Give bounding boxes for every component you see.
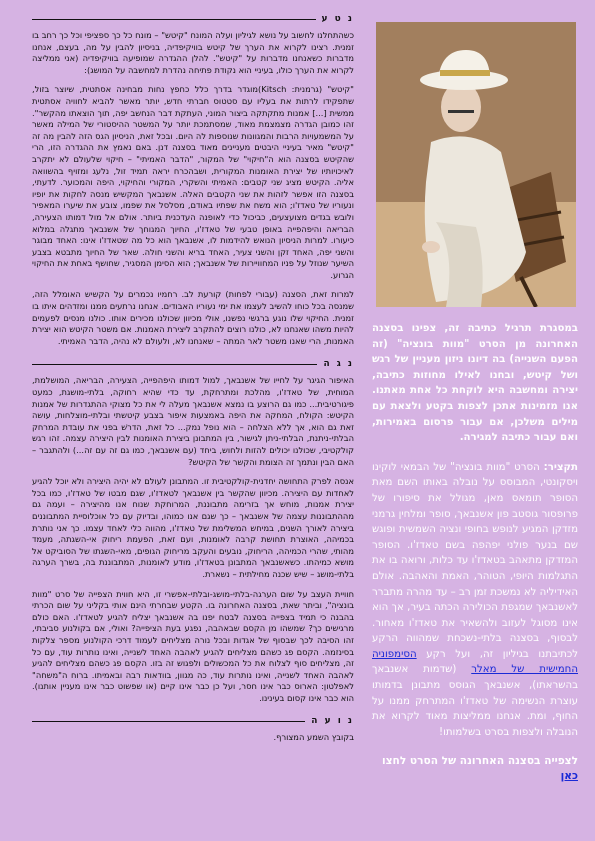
synopsis-label: תקציר: [543,461,578,473]
synopsis-text-continued: (שדמות אשנבאך בהשראתו), אשנבאך הגוסס מתבונן בדמותו עוצרת הנשימה של טאדז'ו המתרחק ממנו על החוף, ומת. אנחנו ממליצות מאוד לקרוא את הנובלה ולצפות בסרט בשלמותו! [372,664,578,738]
section-heading-3: נ ו ע ה [32,712,354,730]
intro-caption: במסגרת תרגיל כתיבה זה, צפינו בסצנה האחרונה מן הסרט "מוות בונציה" (זה הפעם השנייה) בה דיונו ניזון מעניין של רגש ושל קיטש, ובחנו לאילו מחוזות כתיבה, יצירה ומחשבה היא לוקחת כל אחת מאתנו. אנו מזמינות אתכן לצפות בקטע ולצאת עם מילים משלכן, אם עבור פרסום באמירות, ואם עבור כתיבה למגירה. [372,323,578,444]
intro-column [372,22,578,834]
essay-paragraph: האיפור הגיגר על לחייו של אשנבאך, למול דמותו היפהפייה, הצעירה, הבריאה, המושלמת, המוחית, של טאדז'ו, מהלכת ומתרחקת, עד כדי שהיא רחוקה, בלתי-מושגת, כמעט פיגורטיבית... כמו גם הרוצע בו נמצא אשנבאך מעלה לי את כל מצוקי ההתגדרות של אמנות הקיטש: הקולח, המחקה את היפה באמצעות איפור בצבע קיטשתי ובלתי-מוצלחות, עושה זאת גם הוא, אך ללא הצלחה – הוא נופל נמק... כל זאת, הדרשׁ בפני את עובדת המרחק הבלתי-ניתנת, הבלתי-ניתן לגישור, בין המתבונן ביצירת האומנות לבין היצירה עצמה. זהו רגש קולקטיבי, שכולנו יכולים להזות ולחוש, ביחד (עם אשנבאך, כמו גם זה עם זה...) ולהתגבר – האם הבין ונתמך זה הצומת והקשר של הקיטש? [32,375,354,467]
essay-paragraph: כשהתחלנו לחשוב על נושא לגיליון ועלה המונח "קיטש" – מונח כל כך ספציפי וכל כך רחב בו זמנית. רצינו לקרוא את הערך של קיטש בוויקיפדיה, בניסיון להבין על מה, בעצם, אנחנו מדברות כשאנחנו מדברות על "קיטש". להלן ההגדרה שמופיעה בוויקיפדיה (אני ממליצה לקרוא את הערך כולו, בעיניי הוא נקודת פתיחה נהדרת למחשבה על המושג): [32,30,354,75]
divider-line [32,364,317,365]
section-heading-2: נ ג ה [32,355,354,373]
watch-scene-cta [372,754,578,784]
cta-text: לצפייה בסצנה האחרונה של הסרט לחצו [382,755,578,768]
essay-paragraph: חוויית העצב על שום הערגה-בלתי-מושג-ובלתי-אפשרי זו, היא חווית הצפייה של סרט "מוות בונציה", וביתר שאת, בסצנה האחרונה בו. הקטע שבחרתי הינם אותי בקליני על שום הכרתי בהבנה כי תמיד בצפייה בסצנה לבטח יפנו בה אשנבאך יצליח להגיע לטאדז'ו. האם כולם מרגישים כך? שמשהו מן הקסם שבאהבה, נפגע בעת הציפייה? ואולי, אם בקולנוע סביבתי, זהו הסיבה לכך שבסוף של אגדות ובכל נורה מצליחים לעמוד דרכי הקולנוע מספר צלקות בסינזמה. הקסם פג כשהם מצליחים להגיע לאהבה האחד לשנייה, ואינו נותרות עוד, עם כל זה, מצליחים סוף לצלוח את כל המכשולים ולפגוש זה בזו. הקסם פג כשהם מצליחים להגיע לאהבה האחד לשנייה, ואינו נותרות עוד, כה מגוון, בוודאות רבה ובאמיתו. ברוח ה"משחה" לאפלטון: הארוס כבר אינו חסר, ועל כן כבר אינו קיים (או שפשוט כבר אינו מעניין אותנו). הוא כבר אינו קסום בעינינו. [32,588,354,703]
essays-column [32,10,354,830]
essay-paragraph: למרות זאת, הסצנה (עבורי לפחות) קורעת לב. רחמיו נכמרים על הקשיש האומלל הזה, שמנסה בכל כוחו להשיב לעצמו את ימי נעוריו האבודים. אנחנו נרתעים ממנו ומזדהים איתו בו זמנית. החיקוי שלו נוגע ברגשי נפשנו, אולי מכיוון שכולנו מכירים אותו. כולנו מנסים לפעמים להיות משהו שאנחנו לא, כולנו רוצים להתקרב ליצירת האמנות. אם משטר הקיטש הוא יצירת האמנות, הרי שאנו משטר לאר המתה – שאנחנו לא, ולעולם לא נהיה, הדבר האמיתי. [32,289,354,346]
section-heading-1: נ ט ע [32,10,354,28]
divider-line [32,721,305,722]
film-still-illustration [376,22,576,307]
essay-paragraph: אנסה לפרק התחושה יחדנית-קולקטיבית זו. המתבונן לעולם לא יהיה היצירה ולא יוכל להגיע לאחדות עם היצירה. מכיוון שהקשר בין אשנבאך לטאדז'ו, שגם מבטו של טאדז'ו, כמו בכל יצירת אמנות, מוחש אך בזרימה מתבוננת, המרוחקת שנוח אנו מהיצירה – ועמה גם מההתבוננות עצמה של אשנבאך – כך שגם אנו כמוהו, ובדיוק עם כל אוכלוסיית המתבוננים ביצירה לאורך השנים, במיחש המשלימת של טאדז'ו, מהווה כלי לאחד עצמו. כך אני נותרת בכמיהה, האוצרת תחושת קרבה לאומנות, ועם זאת, הפעמת ריחוק אי-השגתה, מעמד מהותי, שהרי הכמיהה, הריחוק, נובעים והעקב מריחוק הגופים, מאי-השגתו של הסוביקט אל מושא כמיהתו. כשאשנבאך המתבונן בטאדז'ו, מודע לאומנות, המתבוננת בה, בשרך הערגה בלתי-מושג – שיש שכנה מחילתית – נשארת. [32,476,354,579]
film-still-image [376,22,576,307]
synopsis-text: הסרט "מוות בונציה" של הבמאי לוקינו ויסקונטי, המבוסס על נובלה באותו השם מאת הסופר תומאס מאן, מגולל את סיפורו של פרופסור גוסטב פון אשנבאך, סופר ומלחין גרמני מזדקן המגיע לנופש בחופי ונציה השמשית ופוגש שם בנער פולני יפהפה בשם טאדז'ו. הסופר המזדקן מתאהב בטאדז'ו עד כלות, ורואה בו את התגלמות היופי, הטוהר, האמת והאהבה. אולם האידיליה לא נמשכת זמן רב – עד מהרה מתברר לאשנבאך שמגפת הכולירה הכתה בעיר, אך הוא אינו מסוגל לעזוב ולהשאיר את טאדז'ו מאחור. לבסוף, בסצנה בלתי-נשכחת שמהווה הרקע לכתיבתנו בגיליון זה, ועל רקע [372,461,578,660]
essay-paragraph: "קיטש" (גרמנית: Kitsch)מוגדר בדרך כלל כחפץ נחות מבחינה אסתטית, שיוצר בזול, שתפקידו לרתות את בעליו עם סטטוס חברתי חדש, יותר מאשר להביא לחוויה אסתטית ממשית [...] אמנות מתקתקה ביצור המוני, העתקת דבר הנחשב יפה, תוך הוצאתו מהקשר". זהו כמובן הגדרה מצמצמת מאוד, שמסתמכת יותר על המשטר ההיסטורי של המילה מאשר על המשמעויות הרבות והמגוונות שנוספות לה היום. ובכל זאת, הניסיון הגס הזה להבין מה זה "קיטש" מאיר בעיניי היבטים מעניינים מאוד בסצנה דנן. באם נאמץ את ההגדרה הזו, הרי שהקיטש בסצנה הוא ה"חיקוי" של המקור, "הדבר האמיתי" – חיקוי שלעולם לא יתקרב לאיכויותיו של יצירת האומנות המקורית, ושבהכרח יראה תמיד זול, נלעג ומזויף בהשוואה אליה. הקיטש מציג שני קטבים: האמיתי והשקרי, המקורי והחיקוי, היפה והמכוער. לדעתי, בסצנה הזו אפשר לזהות את שני הקטבים האלה. אשנבאך המקשיש מנסה לחקות את יופיו ונעוריו של טאדז'ו; הוא משח את שפתיו באודם, מסלסל את שפמו, צובע את שיערו המאפיר ולובש בגדים מצועצעים, כביכול כדי לאופנה העדכנית ביותר. אולם אל מול דמותו הצעירה, הבריאה והיפהפייה באופן טבעי של טאדז'ו, החיוך המגוחך של אשנבאך מתגלה במלוא כיעורו. למרות הניסיון הנואש להידמות לו, אשנבאך הוא כל מה שטאדז'ו אינו: האחד מבוגר והשני יפה, האחד זקן והשני צעיר, האחד בריא והשני חולה. שאר של החיוך מתבטא בצבע השיער שנוזל על פניו המחוויירות של אשנבאך; הוא הסימן המסגיר, שחושף באחת את החיקוי הגרוע. [32,84,354,280]
divider-line [32,19,316,20]
essay-paragraph: בקובץ השמע המצורף. [273,732,354,743]
film-synopsis [372,460,578,741]
mahler-symphony-link[interactable]: הסימפוניה החמישית של מאלר [372,648,578,676]
watch-scene-link[interactable]: כאן [560,770,578,783]
